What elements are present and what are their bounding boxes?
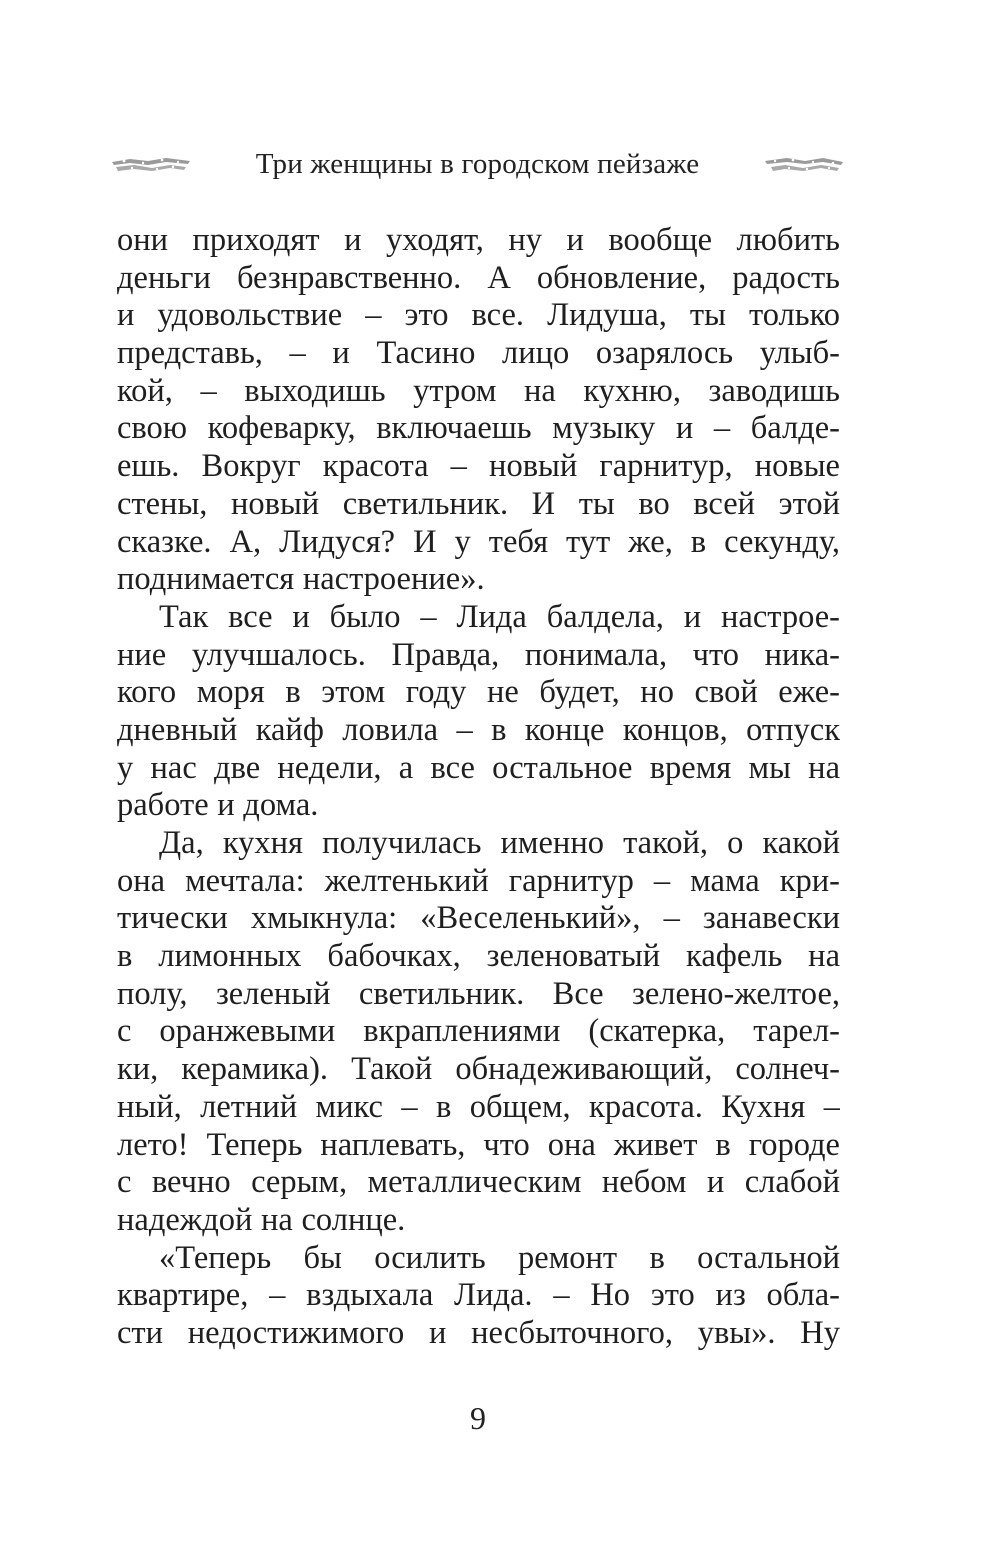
text-line: свою кофеварку, включаешь музыку и – балде- [117,410,840,447]
text-line: и удовольствие – это все. Лидуша, ты только [117,297,840,334]
text-line: ки, керамика). Такой обнадеживающий, солнеч- [117,1051,840,1088]
text-line: поднимается настроение». [117,561,485,598]
decorative-rule-icon [110,152,192,176]
text-line: она мечтала: желтенький гарнитур – мама кри- [117,862,840,899]
text-line: они приходят и уходят, ну и вообще любить [117,222,840,258]
text-line: кой, – выходишь утром на кухню, заводишь [117,372,840,409]
text-line: в лимонных бабочках, зеленоватый кафель на [117,938,840,975]
text-line: сти недостижимого и несбыточного, увы». Ну [117,1314,840,1351]
running-header-title: Три женщины в городском пейзаже [255,147,700,180]
text-line: надеждой на солнце. [117,1201,406,1238]
page-number: 9 [470,1400,486,1436]
text-line: кого моря в этом году не будет, но свой еже- [117,674,840,711]
text-line: работе и дома. [117,787,319,824]
text-line: Так все и было – Лида балдела, и настрое- [159,598,840,635]
text-line: у нас две недели, а все остальное время мы на [117,749,840,786]
text-line: с вечно серым, металлическим небом и слабой [117,1164,840,1201]
text-line: тически хмыкнула: «Веселенький», – занавески [117,900,840,937]
decorative-rule-icon [763,152,845,176]
text-line: полу, зеленый светильник. Все зелено-желтое, [117,975,840,1012]
text-line: Да, кухня получилась именно такой, о какой [159,825,840,861]
body-text [117,222,840,1353]
text-line: сказке. А, Лидуся? И у тебя тут же, в секунду, [117,523,840,560]
text-line: квартире, – вздыхала Лида. – Но это из обла- [117,1277,840,1314]
running-header [110,140,845,188]
text-line: ние улучшалось. Правда, понимала, что ника- [117,636,840,673]
text-line: лето! Теперь наплевать, что она живет в городе [117,1126,840,1163]
text-line: ешь. Вокруг красота – новый гарнитур, новые [117,448,840,485]
text-line: представь, – и Тасино лицо озарялось улыб- [117,335,840,372]
text-line: деньги безнравственно. А обновление, радость [117,259,840,296]
text-line: «Теперь бы осилить ремонт в остальной [159,1239,840,1276]
text-line: ный, летний микс – в общем, красота. Кухня – [117,1088,840,1125]
text-line: дневный кайф ловила – в конце концов, отпуск [117,711,840,748]
text-line: стены, новый светильник. И ты во всей этой [117,485,840,522]
text-line: с оранжевыми вкраплениями (скатерка, тарел- [117,1013,840,1050]
